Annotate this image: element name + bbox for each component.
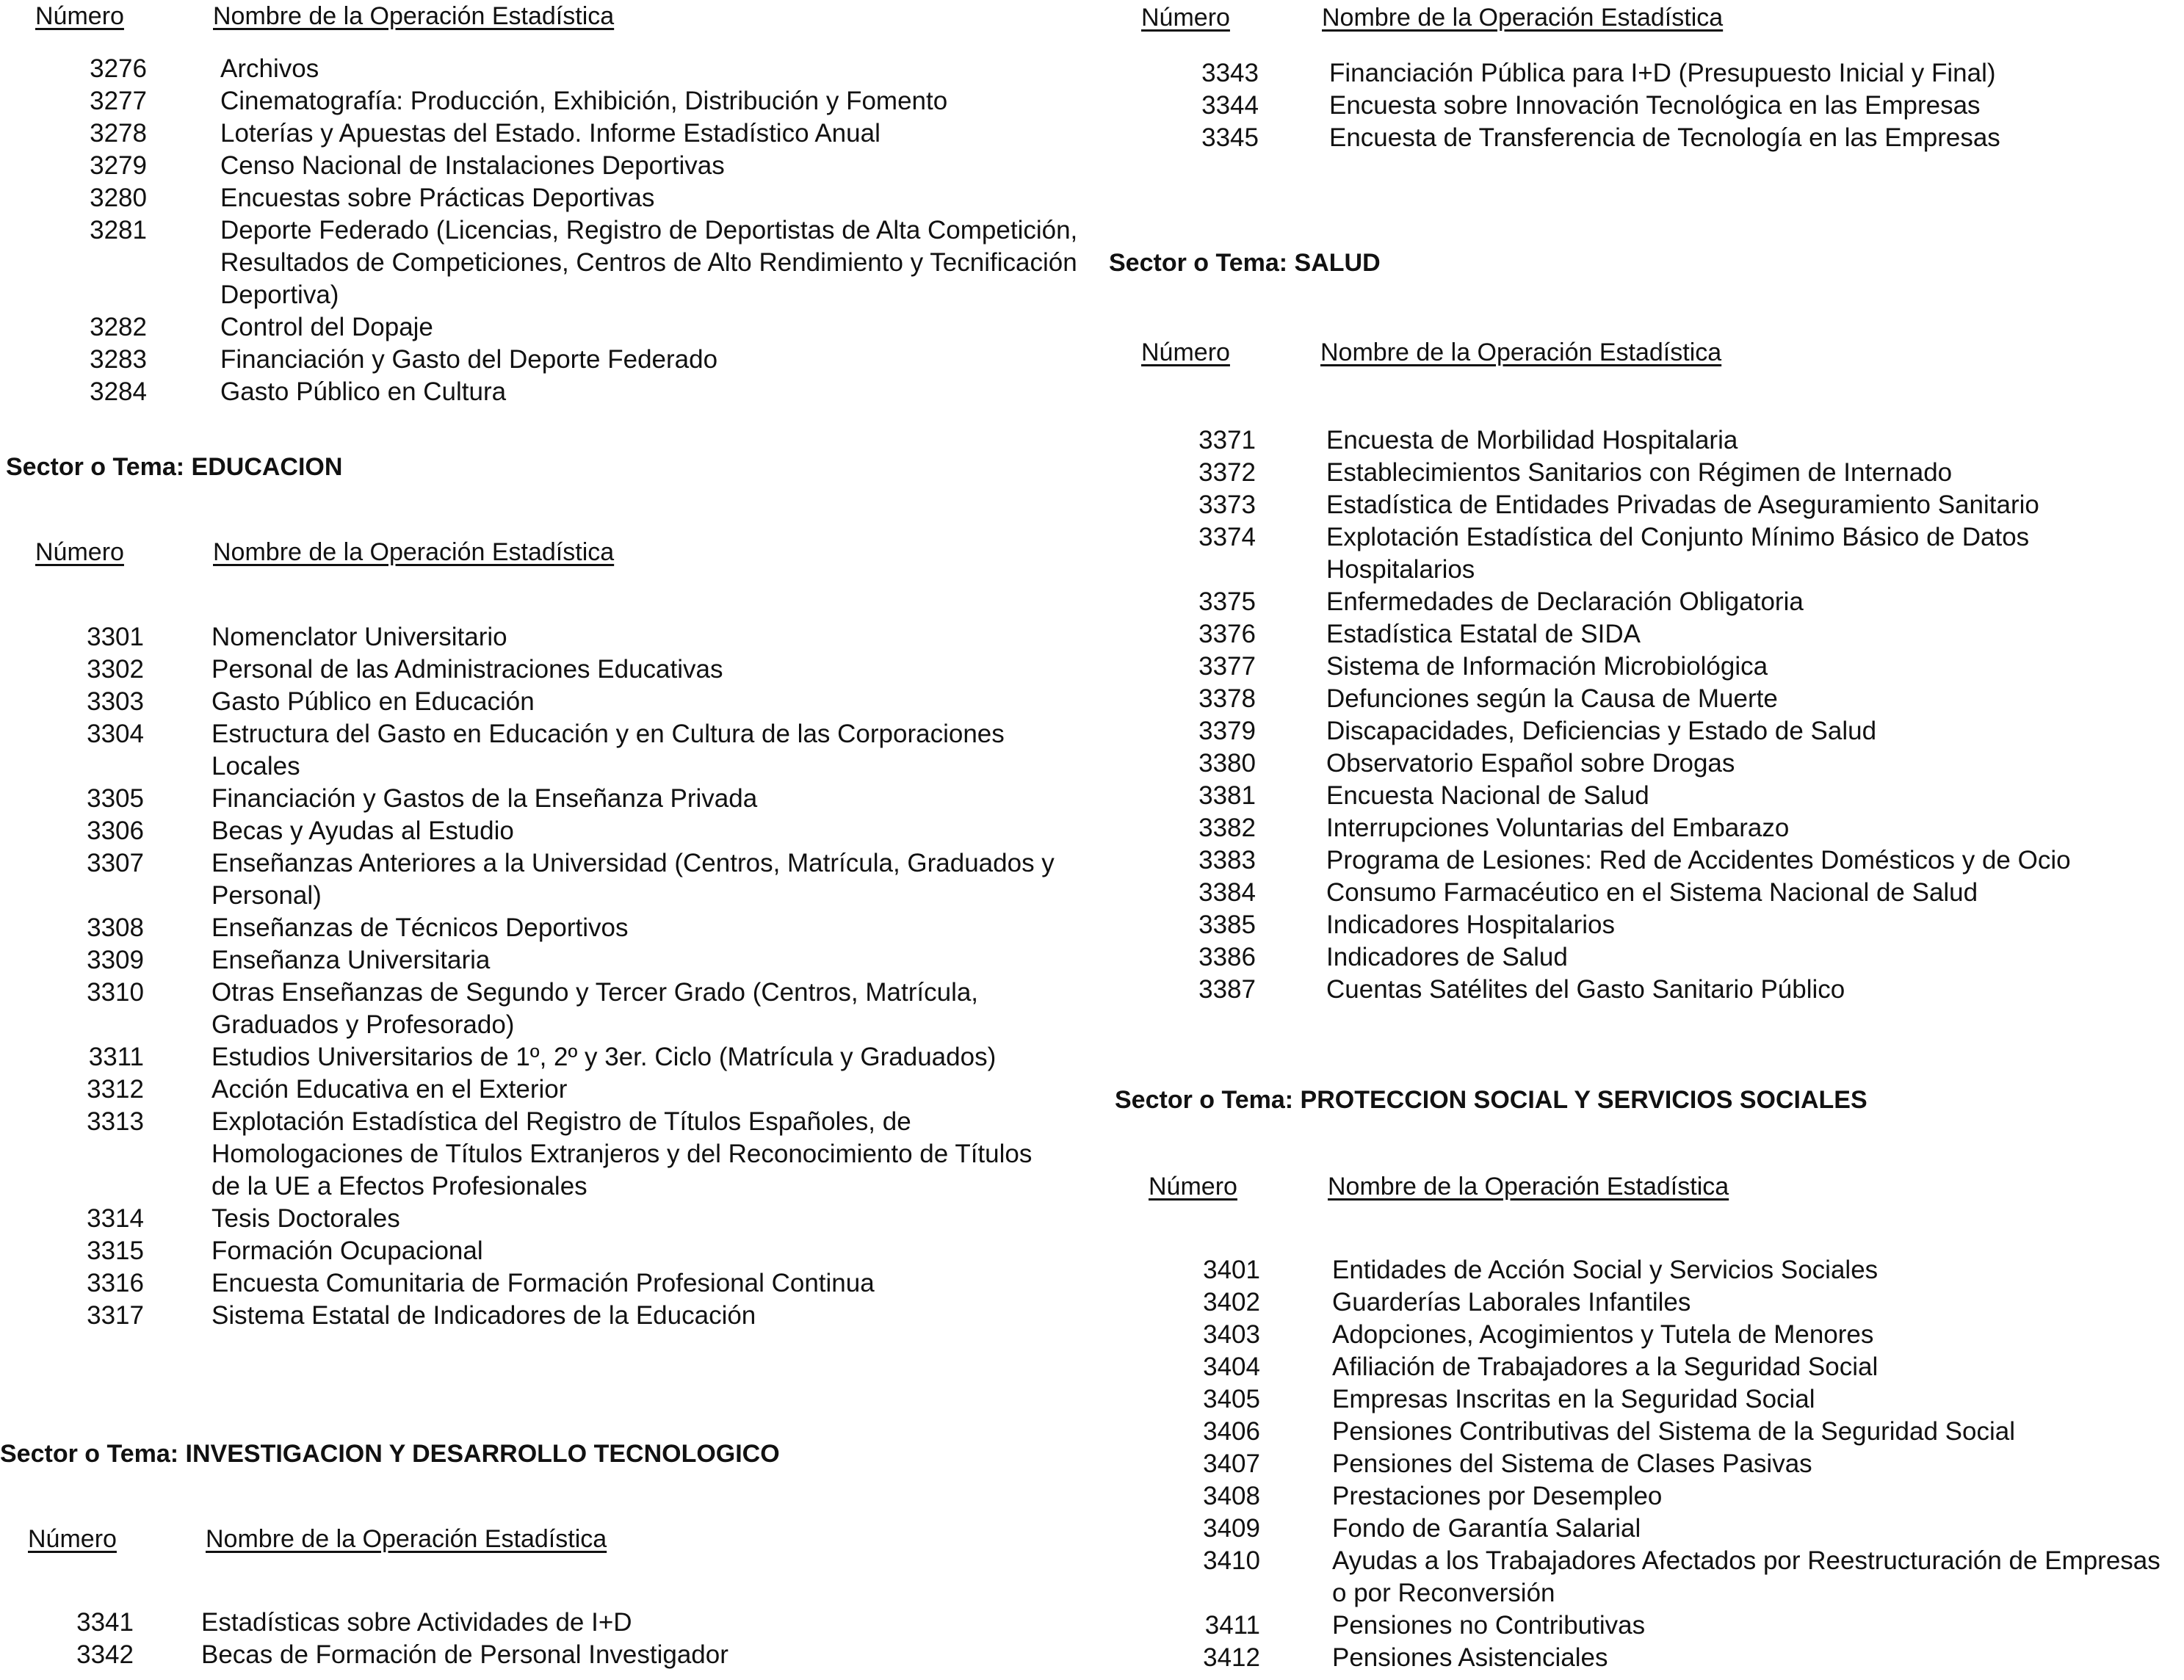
operation-number: 3411 <box>1204 1611 1260 1640</box>
operation-number: 3375 <box>1198 587 1256 616</box>
operation-number: 3409 <box>1203 1514 1260 1543</box>
nombre-header: Nombre de la Operación Estadística <box>206 1525 607 1553</box>
table-row <box>1187 1351 2171 1383</box>
table-row <box>1187 1448 2171 1480</box>
operation-name: Enseñanzas Anteriores a la Universidad (Centros, Matrícula, Graduados y Personal) <box>211 849 1055 910</box>
table-row <box>1182 780 2181 812</box>
operation-name: Entidades de Acción Social y Servicios Sociales <box>1332 1256 1879 1284</box>
table-row <box>70 718 1055 783</box>
operation-name: Establecimientos Sanitarios con Régimen de Internado <box>1326 458 1953 487</box>
table-row <box>1187 1254 2171 1286</box>
sector-heading-proteccion: Sector o Tema: PROTECCION SOCIAL Y SERVICIOS SOCIALES <box>1115 1086 1867 1114</box>
table-row <box>1185 90 2177 122</box>
operation-number: 3311 <box>88 1043 144 1071</box>
table-row <box>70 653 1055 686</box>
investigacion-list <box>68 1607 1052 1671</box>
operation-number: 3344 <box>1201 91 1259 120</box>
operation-name: Empresas Inscritas en la Seguridad Social <box>1332 1385 1815 1413</box>
operation-name: Sistema de Información Microbiológica <box>1326 652 1768 681</box>
table-row <box>1187 1286 2171 1319</box>
operation-number: 3408 <box>1203 1482 1260 1510</box>
operation-name: Cinematografía: Producción, Exhibición, Distribución y Fomento <box>220 87 948 115</box>
operation-name: Pensiones Asistenciales <box>1332 1643 1608 1672</box>
table-row <box>70 1106 1055 1203</box>
sector-heading-investigacion: Sector o Tema: INVESTIGACION Y DESARROLLO TECNOLOGICO <box>0 1440 780 1468</box>
operation-name: Personal de las Administraciones Educativas <box>211 655 723 684</box>
table-row <box>1182 974 2181 1006</box>
operation-number: 3280 <box>90 184 147 212</box>
operation-number: 3406 <box>1203 1417 1260 1446</box>
investigacion-cont-list <box>1185 57 2177 154</box>
table-row <box>1182 812 2181 844</box>
operation-name: Encuesta de Morbilidad Hospitalaria <box>1326 426 1738 455</box>
numero-header: Número <box>35 2 124 30</box>
operation-number: 3284 <box>90 377 147 406</box>
operation-name: Financiación y Gastos de la Enseñanza Privada <box>211 784 758 813</box>
table-row <box>1187 1545 2171 1610</box>
table-row <box>70 1203 1055 1235</box>
operation-number: 3302 <box>87 655 144 684</box>
nombre-header: Nombre de la Operación Estadística <box>213 2 615 30</box>
operation-name: Defunciones según la Causa de Muerte <box>1326 684 1778 713</box>
operation-number: 3314 <box>87 1204 144 1233</box>
operation-name: Prestaciones por Desempleo <box>1332 1482 1663 1510</box>
operation-name: Encuesta sobre Innovación Tecnológica en las Empresas <box>1329 91 1981 120</box>
operation-name: Nomenclator Universitario <box>211 623 507 651</box>
operation-name: Programa de Lesiones: Red de Accidentes Domésticos y de Ocio <box>1326 846 2071 875</box>
table-header-cultura <box>0 0 1080 32</box>
table-row <box>73 117 1080 150</box>
operation-name: Censo Nacional de Instalaciones Deportivas <box>220 151 725 180</box>
operation-number: 3313 <box>87 1107 144 1136</box>
operation-number: 3387 <box>1198 975 1256 1004</box>
operation-name: Enseñanzas de Técnicos Deportivos <box>211 913 629 942</box>
operation-name: Pensiones del Sistema de Clases Pasivas <box>1332 1449 1812 1478</box>
operation-number: 3282 <box>90 313 147 341</box>
table-row <box>70 977 1055 1041</box>
operation-number: 3385 <box>1198 910 1256 939</box>
nombre-header: Nombre de la Operación Estadística <box>1322 4 1724 32</box>
operation-number: 3403 <box>1203 1320 1260 1349</box>
table-row <box>70 1300 1055 1332</box>
table-header-investigacion-cont <box>1109 1 2181 34</box>
nombre-header: Nombre de la Operación Estadística <box>213 538 615 566</box>
operation-name: Observatorio Español sobre Drogas <box>1326 749 1735 778</box>
operation-number: 3410 <box>1203 1546 1260 1575</box>
operation-name: Estadística de Entidades Privadas de Aseguramiento Sanitario <box>1326 490 2039 519</box>
operation-name: Estadísticas sobre Actividades de I+D <box>201 1608 632 1637</box>
salud-list <box>1182 424 2181 1006</box>
table-row <box>70 912 1055 944</box>
operation-number: 3381 <box>1198 781 1256 810</box>
table-row <box>73 182 1080 214</box>
operation-name: Becas de Formación de Personal Investigador <box>201 1640 728 1669</box>
table-row <box>1182 877 2181 909</box>
numero-header: Número <box>28 1525 117 1553</box>
table-row <box>73 150 1080 182</box>
operation-name: Estadística Estatal de SIDA <box>1326 620 1641 648</box>
operation-number: 3373 <box>1198 490 1256 519</box>
table-row <box>1185 57 2177 90</box>
educacion-list <box>70 621 1055 1332</box>
operation-number: 3315 <box>87 1237 144 1265</box>
operation-number: 3404 <box>1203 1353 1260 1381</box>
operation-number: 3305 <box>87 784 144 813</box>
operation-name: Estudios Universitarios de 1º, 2º y 3er. Ciclo (Matrícula y Graduados) <box>211 1043 997 1071</box>
numero-header: Número <box>35 538 124 566</box>
table-row <box>1182 715 2181 747</box>
operation-name: Gasto Público en Cultura <box>220 377 507 406</box>
table-row <box>1187 1610 2171 1642</box>
table-row <box>1182 651 2181 683</box>
operation-name: Formación Ocupacional <box>211 1237 483 1265</box>
operation-name: Cuentas Satélites del Gasto Sanitario Público <box>1326 975 1845 1004</box>
table-header-educacion <box>0 536 1080 568</box>
operation-number: 3283 <box>90 345 147 374</box>
operation-name: Indicadores de Salud <box>1326 943 1568 971</box>
operation-number: 3401 <box>1203 1256 1260 1284</box>
operation-number: 3412 <box>1203 1643 1260 1672</box>
operation-name: Sistema Estatal de Indicadores de la Educación <box>211 1301 756 1330</box>
operation-number: 3405 <box>1203 1385 1260 1413</box>
table-row <box>1182 844 2181 877</box>
table-row <box>70 621 1055 653</box>
sector-heading-educacion: Sector o Tema: EDUCACION <box>6 453 343 481</box>
operation-name: Adopciones, Acogimientos y Tutela de Menores <box>1332 1320 1874 1349</box>
table-row <box>1182 489 2181 521</box>
numero-header: Número <box>1141 338 1230 366</box>
table-row <box>1187 1642 2171 1674</box>
table-row <box>70 944 1055 977</box>
table-row <box>73 344 1080 376</box>
operation-number: 3380 <box>1198 749 1256 778</box>
operation-number: 3379 <box>1198 717 1256 745</box>
numero-header: Número <box>1149 1173 1237 1201</box>
operation-number: 3402 <box>1203 1288 1260 1317</box>
operation-name: Encuestas sobre Prácticas Deportivas <box>220 184 655 212</box>
table-row <box>1185 122 2177 154</box>
table-header-proteccion <box>1109 1170 2181 1203</box>
operation-name: Control del Dopaje <box>220 313 433 341</box>
table-row <box>1182 424 2181 457</box>
numero-header: Número <box>1141 4 1230 32</box>
operation-name: Explotación Estadística del Conjunto Mínimo Básico de Datos Hospitalarios <box>1326 523 2030 584</box>
table-row <box>70 1267 1055 1300</box>
operation-number: 3384 <box>1198 878 1256 907</box>
table-row <box>73 53 1080 85</box>
operation-name: Afiliación de Trabajadores a la Seguridad Social <box>1332 1353 1879 1381</box>
operation-name: Loterías y Apuestas del Estado. Informe Estadístico Anual <box>220 119 881 148</box>
operation-name: Encuesta Comunitaria de Formación Profesional Continua <box>211 1269 875 1297</box>
operation-number: 3276 <box>90 54 147 83</box>
operation-number: 3281 <box>90 216 147 245</box>
operation-number: 3378 <box>1198 684 1256 713</box>
table-row <box>70 1235 1055 1267</box>
sector-heading-salud: Sector o Tema: SALUD <box>1109 249 1381 277</box>
table-row <box>73 85 1080 117</box>
operation-number: 3317 <box>87 1301 144 1330</box>
table-row <box>70 783 1055 815</box>
table-row <box>1187 1319 2171 1351</box>
operation-name: Financiación Pública para I+D (Presupuesto Inicial y Final) <box>1329 59 1996 87</box>
operation-name: Consumo Farmacéutico en el Sistema Nacional de Salud <box>1326 878 1978 907</box>
table-row <box>70 1073 1055 1106</box>
operation-number: 3312 <box>87 1075 144 1104</box>
operation-number: 3382 <box>1198 814 1256 842</box>
table-row <box>68 1639 1052 1671</box>
operation-name: Archivos <box>220 54 319 83</box>
operation-number: 3342 <box>76 1640 134 1669</box>
nombre-header: Nombre de la Operación Estadística <box>1320 338 1722 366</box>
table-row <box>68 1607 1052 1639</box>
operation-name: Estructura del Gasto en Educación y en Cultura de las Corporaciones Locales <box>211 720 1005 781</box>
table-row <box>1182 941 2181 974</box>
operation-name: Encuesta Nacional de Salud <box>1326 781 1649 810</box>
operation-number: 3278 <box>90 119 147 148</box>
operation-name: Financiación y Gasto del Deporte Federado <box>220 345 718 374</box>
operation-number: 3383 <box>1198 846 1256 875</box>
operation-number: 3372 <box>1198 458 1256 487</box>
operation-number: 3316 <box>87 1269 144 1297</box>
table-row <box>1187 1383 2171 1416</box>
operation-name: Interrupciones Voluntarias del Embarazo <box>1326 814 1790 842</box>
table-row <box>73 311 1080 344</box>
operation-name: Fondo de Garantía Salarial <box>1332 1514 1641 1543</box>
operation-number: 3377 <box>1198 652 1256 681</box>
table-row <box>1182 586 2181 618</box>
cultura-list <box>73 53 1080 408</box>
operation-number: 3343 <box>1201 59 1259 87</box>
table-row <box>1182 618 2181 651</box>
operation-name: Gasto Público en Educación <box>211 687 535 716</box>
operation-number: 3304 <box>87 720 144 748</box>
operation-number: 3386 <box>1198 943 1256 971</box>
table-header-investigacion <box>0 1523 1080 1555</box>
nombre-header: Nombre de la Operación Estadística <box>1328 1173 1729 1201</box>
operation-number: 3279 <box>90 151 147 180</box>
table-row <box>1182 683 2181 715</box>
operation-number: 3310 <box>87 978 144 1007</box>
operation-number: 3301 <box>87 623 144 651</box>
table-row <box>1182 457 2181 489</box>
table-row <box>1187 1416 2171 1448</box>
operation-number: 3376 <box>1198 620 1256 648</box>
operation-number: 3277 <box>90 87 147 115</box>
table-row <box>70 847 1055 912</box>
operation-name: Deporte Federado (Licencias, Registro de Deportistas de Alta Competición, Resultados de Competiciones, Centros de Alto Rendimiento y Tecnificación Deportiva) <box>220 216 1078 309</box>
table-row <box>1182 909 2181 941</box>
operation-number: 3307 <box>87 849 144 877</box>
table-row <box>1182 747 2181 780</box>
table-row <box>70 686 1055 718</box>
operation-name: Guarderías Laborales Infantiles <box>1332 1288 1691 1317</box>
operation-number: 3345 <box>1201 123 1259 152</box>
operation-name: Enfermedades de Declaración Obligatoria <box>1326 587 1804 616</box>
operation-name: Ayudas a los Trabajadores Afectados por Reestructuración de Empresas o por Reconversión <box>1332 1546 2161 1607</box>
operation-name: Pensiones Contributivas del Sistema de la Seguridad Social <box>1332 1417 2015 1446</box>
operation-name: Indicadores Hospitalarios <box>1326 910 1615 939</box>
operation-name: Acción Educativa en el Exterior <box>211 1075 568 1104</box>
operation-number: 3371 <box>1198 426 1256 455</box>
table-row <box>70 1041 1055 1073</box>
operation-name: Pensiones no Contributivas <box>1332 1611 1646 1640</box>
operation-name: Tesis Doctorales <box>211 1204 400 1233</box>
operation-number: 3341 <box>76 1608 134 1637</box>
operation-number: 3407 <box>1203 1449 1260 1478</box>
operation-name: Explotación Estadística del Registro de Títulos Españoles, de Homologaciones de Títulos Extranjeros y del Reconocimiento de Títulos de la UE a Efectos Profesionales <box>211 1107 1033 1201</box>
operation-name: Becas y Ayudas al Estudio <box>211 817 514 845</box>
table-row <box>1187 1480 2171 1513</box>
table-header-salud <box>1109 336 2181 369</box>
operation-number: 3309 <box>87 946 144 974</box>
table-row <box>70 815 1055 847</box>
operation-number: 3374 <box>1198 523 1256 551</box>
operation-number: 3308 <box>87 913 144 942</box>
table-row <box>73 376 1080 408</box>
table-row <box>1187 1513 2171 1545</box>
operation-name: Discapacidades, Deficiencias y Estado de Salud <box>1326 717 1877 745</box>
table-row <box>1182 521 2181 586</box>
proteccion-list <box>1187 1254 2171 1674</box>
table-row <box>73 214 1080 311</box>
operation-name: Encuesta de Transferencia de Tecnología en las Empresas <box>1329 123 2000 152</box>
operation-number: 3303 <box>87 687 144 716</box>
operation-name: Otras Enseñanzas de Segundo y Tercer Grado (Centros, Matrícula, Graduados y Profesorado) <box>211 978 979 1039</box>
operation-name: Enseñanza Universitaria <box>211 946 491 974</box>
operation-number: 3306 <box>87 817 144 845</box>
